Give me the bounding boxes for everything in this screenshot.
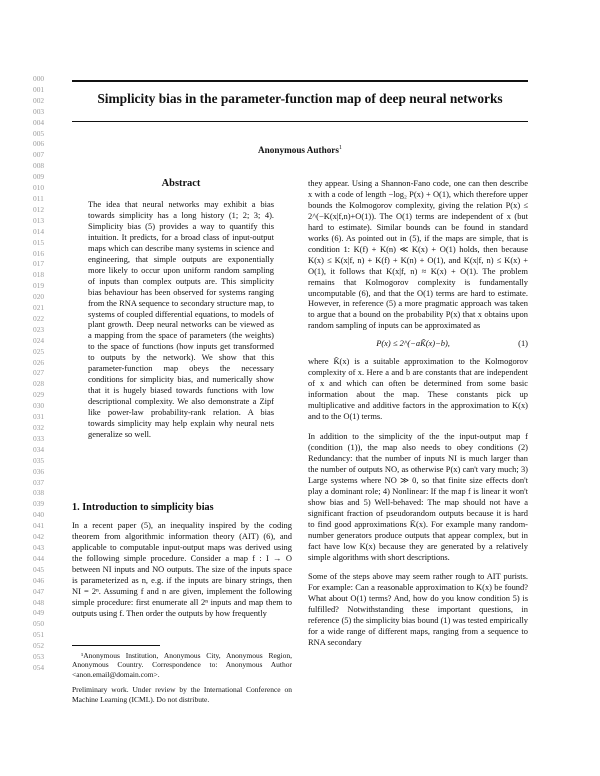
line-number: 041 <box>33 521 45 531</box>
abstract-text: The idea that neural networks may exhibit a bias towards simplicity has a long history (1; 2; 3; 4). Simplicity bias (5) provides a way to quantify this intuition. It predicts, for a broad class of input-output maps which can describe many systems in science and engineering, that simple outputs are exponentially more likely to occur upon uniform random sampling of inputs than complex outputs are. This simplicity bias behaviour has been observed for systems ranging from the RNA sequence to secondary structure map, to systems of coupled differential equations, to models of plant growth. Deep neural networks can be viewed as a mapping from the space of parameters (the weights) to the space of functions (how inputs get transformed to outputs by the network). We show that this parameter-function map obeys the necessary conditions for simplicity bias, and numerically show that it is hugely biased towards functions with low descriptional complexity. We also demonstrate a Zipf like power-law probability-rank relation. A bias towards simplicity may help explain why neural nets generalize so well. <box>88 199 274 440</box>
line-number: 008 <box>33 161 45 171</box>
intro-text: In a recent paper (5), an inequality inspired by the coding theorem from algorithmic information theory (AIT) (6), and applicable to computable input-output maps was derived using the following simple procedure. Consider a map f : I → O between NI inputs and NO outputs. The size of the inputs space is parameterized as n, e.g. if the inputs are binary strings, then NI = 2ⁿ. Assuming f and n are given, implement the following simple procedure: first enumerate all 2ⁿ inputs and map them to outputs using f. Then order the outputs by how frequently <box>72 520 292 618</box>
footnote-rule <box>72 645 160 646</box>
line-number: 040 <box>33 510 45 520</box>
line-number: 028 <box>33 379 45 389</box>
equation-1 <box>308 338 528 349</box>
line-number: 043 <box>33 542 45 552</box>
line-number: 047 <box>33 586 45 596</box>
equation-body: P(x) ≤ 2^(−aK̃(x)−b), <box>376 338 450 349</box>
equation-number: (1) <box>518 338 528 349</box>
footnotes <box>72 645 292 709</box>
author-footnote-mark: 1 <box>338 145 342 151</box>
author-line <box>72 145 528 155</box>
line-number: 001 <box>33 84 45 94</box>
line-number: 034 <box>33 444 45 454</box>
line-number: 035 <box>33 455 45 465</box>
line-number: 006 <box>33 139 45 149</box>
line-number: 009 <box>33 172 45 182</box>
right-paragraph-1: they appear. Using a Shannon-Fano code, one can then describe x with a code of length −log₂ P(x) + O(1), which therefore upper bounds the Kolmogorov complexity, giving the relation P(x) ≤ 2^(−K(x|f,n)+O(1)). The O(1) terms are independent of x (but hard to estimate). Similar bounds can be found in standard works (6). As pointed out in (5), if the maps are simple, that is condition 1: K(f) + K(n) ≪ K(x) + O(1) holds, then because K(x) ≤ K(x|f, n) + K(f) + K(n) + O(1), and K(x|f, n) ≤ K(x) + O(1), it follows that K(x|f, n) ≈ K(x) + O(1). The problem remains that Kolmogorov complexity is fundamentally uncomputable (6), and that the O(1) terms are hard to estimate. However, in reference (5) a more pragmatic approach was taken to argue that a bound on the probability P(x) that x obtains upon random sampling of inputs can be approximated as <box>308 178 528 331</box>
line-number: 010 <box>33 183 45 193</box>
line-number: 045 <box>33 564 45 574</box>
line-number: 019 <box>33 281 45 291</box>
line-number: 024 <box>33 335 45 345</box>
line-number: 022 <box>33 313 45 323</box>
line-number: 051 <box>33 630 45 640</box>
line-number: 007 <box>33 150 45 160</box>
line-number: 049 <box>33 608 45 618</box>
line-number: 012 <box>33 204 45 214</box>
intro-heading: 1. Introduction to simplicity bias <box>72 502 214 513</box>
line-number: 052 <box>33 641 45 651</box>
line-number: 014 <box>33 226 45 236</box>
line-number: 031 <box>33 412 45 422</box>
right-paragraph-3: In addition to the simplicity of the the input-output map f (condition (1)), the map also needs to obey conditions (2) Redundancy: that the number of inputs NI is much larger than the number of outputs NO, as otherwise P(x) can't vary much; 3) Large systems where NO ≫ 0, so that finite size effects don't play a dominant role; 4) Nonlinear: If the map f is linear it won't show bias and 5) Well-behaved: The map should not have a significant fraction of pseudorandom outputs because it is hard to find good approximations K̃(x). For example many random-number generators produce outputs that appear complex, but in fact have low K(x) because they are generated by a relatively simple algorithms with short descriptions. <box>308 431 528 562</box>
right-paragraph-2: where K̃(x) is a suitable approximation to the Kolmogorov complexity of x. Here a and b are constants that are independent of x and which can often be determined from some basic information about the map. These constants pick up multiplicative and additive factors in the approximation to K(x) and to the O(1) terms. <box>308 356 528 422</box>
line-number: 044 <box>33 553 45 563</box>
line-number: 020 <box>33 292 45 302</box>
title-bottom-rule <box>72 121 528 122</box>
line-number: 002 <box>33 95 45 105</box>
line-number: 033 <box>33 433 45 443</box>
line-number: 011 <box>33 193 44 203</box>
abstract-section <box>88 178 274 440</box>
line-number: 036 <box>33 466 45 476</box>
line-number: 029 <box>33 390 45 400</box>
intro-section <box>72 502 292 619</box>
line-number: 032 <box>33 423 45 432</box>
paper-title: Simplicity bias in the parameter-function map of deep neural networks <box>97 91 503 106</box>
line-numbers <box>33 74 63 674</box>
line-number: 054 <box>33 662 45 672</box>
title-top-rule <box>72 80 528 82</box>
line-number: 048 <box>33 597 45 607</box>
line-number: 026 <box>33 357 45 367</box>
line-number: 003 <box>33 106 45 116</box>
line-number: 004 <box>33 117 45 127</box>
line-number: 038 <box>33 488 45 498</box>
line-number: 016 <box>33 248 45 258</box>
line-number: 000 <box>33 74 45 83</box>
preliminary-notice: Preliminary work. Under review by the International Conference on Machine Learning (ICML). Do not distribute. <box>72 685 292 704</box>
line-number: 037 <box>33 477 45 487</box>
abstract-heading: Abstract <box>161 178 201 189</box>
line-number: 027 <box>33 368 45 378</box>
line-number: 030 <box>33 401 45 411</box>
line-number: 046 <box>33 575 45 585</box>
line-number: 018 <box>33 270 45 280</box>
line-number: 039 <box>33 499 45 509</box>
line-number: 050 <box>33 619 45 629</box>
right-paragraph-4: Some of the steps above may seem rather rough to AIT purists. For example: Can a reasonable approximation to K(x) be found? What about O(1) terms? And, how do you know condition 5) is fulfilled? Notwithstanding these important questions, in reference (5) the simplicity bias bound (1) was tested empirically for a wide range of different maps, ranging from a sequence to RNA secondary <box>308 571 529 648</box>
line-number: 015 <box>33 237 45 247</box>
line-number: 017 <box>33 259 45 269</box>
right-column <box>308 178 528 648</box>
affiliation-footnote: ¹Anonymous Institution, Anonymous City, Anonymous Region, Anonymous Country. Correspondence to: Anonymous Author <anon.email@domain.com>. <box>72 650 292 679</box>
line-number: 023 <box>33 324 45 334</box>
line-number: 005 <box>33 128 45 138</box>
line-number: 042 <box>33 532 45 542</box>
line-number: 025 <box>33 346 45 356</box>
line-number: 013 <box>33 215 45 225</box>
line-number: 053 <box>33 652 45 662</box>
line-number: 021 <box>33 303 45 313</box>
author-name: Anonymous Authors <box>258 145 339 156</box>
